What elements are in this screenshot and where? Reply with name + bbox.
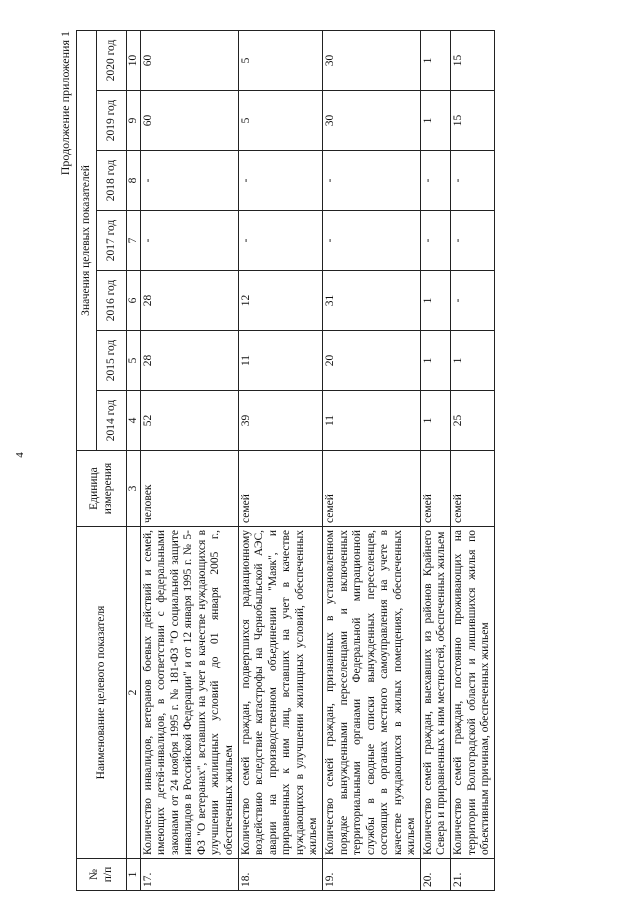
- value-cell: 31: [322, 271, 420, 331]
- value-cell: 1: [420, 91, 450, 151]
- value-cell: 15: [451, 91, 495, 151]
- table-row: [420, 30, 450, 890]
- value-cell: -: [451, 271, 495, 331]
- value-cell: -: [451, 151, 495, 211]
- value-cell: 30: [322, 30, 420, 90]
- value-cell: 11: [322, 391, 420, 451]
- value-cell: 20: [322, 331, 420, 391]
- value-cell: 1: [420, 30, 450, 90]
- row-number: 19.: [322, 859, 420, 891]
- value-cell: 1: [420, 391, 450, 451]
- column-number: 10: [127, 30, 141, 90]
- value-cell: 25: [451, 391, 495, 451]
- value-cell: -: [238, 211, 322, 271]
- value-cell: 60: [140, 30, 238, 90]
- header-year: 2017 год: [97, 211, 127, 271]
- value-cell: 11: [238, 331, 322, 391]
- unit-cell: семей: [322, 451, 420, 527]
- header-year: 2018 год: [97, 151, 127, 211]
- table-row: [322, 30, 420, 890]
- header-values-group: Значения целевых показателей: [77, 30, 97, 450]
- header-year: 2019 год: [97, 91, 127, 151]
- row-number: 18.: [238, 859, 322, 891]
- page-number: 4: [14, 452, 26, 458]
- indicator-name: Количество семей граждан, выехавших из районов Крайнего Севера и приравненных к ним местностей, обеспеченных жильем: [420, 527, 450, 859]
- header-year: 2020 год: [97, 30, 127, 90]
- value-cell: 5: [238, 91, 322, 151]
- value-cell: 15: [451, 30, 495, 90]
- value-cell: -: [238, 151, 322, 211]
- value-cell: -: [420, 211, 450, 271]
- value-cell: -: [322, 211, 420, 271]
- value-cell: 12: [238, 271, 322, 331]
- row-number: 20.: [420, 859, 450, 891]
- value-cell: 1: [420, 331, 450, 391]
- continuation-label: Продолжение приложения 1: [58, 31, 72, 176]
- value-cell: -: [451, 211, 495, 271]
- column-number: 3: [127, 451, 141, 527]
- value-cell: -: [420, 151, 450, 211]
- target-indicators-table: [76, 30, 495, 891]
- header-year: 2014 год: [97, 391, 127, 451]
- table-row: [451, 30, 495, 890]
- value-cell: 60: [140, 91, 238, 151]
- unit-cell: семей: [451, 451, 495, 527]
- rotated-sheet: [58, 31, 618, 891]
- indicator-name: Количество семей граждан, постоянно проживающих на территории Волгоградской области и лишившихся жилья по объективным причинам, обеспеченных жильем: [451, 527, 495, 859]
- row-number: 21.: [451, 859, 495, 891]
- header-name: Наименование целевого показателя: [77, 527, 127, 859]
- header-num: № п/п: [77, 859, 127, 891]
- unit-cell: семей: [420, 451, 450, 527]
- indicator-name: Количество инвалидов, ветеранов боевых действий и семей, имеющих детей-инвалидов, в соответствии с федеральными законами от 24 ноября 1995 г. № 181-ФЗ "О социальной защите инвалидов в Российской Федерации" и от 12 января 1995 г. № 5-ФЗ "О ветеранах", вставших на учет в качестве нуждающихся в улучшении жилищных условий до 01 января 2005 г., обеспеченных жильем: [140, 527, 238, 859]
- table-row: [238, 30, 322, 890]
- column-number: 8: [127, 151, 141, 211]
- value-cell: 39: [238, 391, 322, 451]
- indicator-name: Количество семей граждан, подвергшихся радиационному воздействию вследствие катастрофы на Чернобыльской АЭС, аварии на производственном объединении "Маяк", и приравненных к ним лиц, вставших на учет в качестве нуждающихся в улучшении жилищных условий, обеспеченных жильем: [238, 527, 322, 859]
- value-cell: 1: [451, 331, 495, 391]
- value-cell: 28: [140, 331, 238, 391]
- column-number: 4: [127, 391, 141, 451]
- row-number: 17.: [140, 859, 238, 891]
- value-cell: -: [140, 151, 238, 211]
- value-cell: 30: [322, 91, 420, 151]
- header-unit: Единица измерения: [77, 451, 127, 527]
- unit-cell: семей: [238, 451, 322, 527]
- column-numbers-row: [127, 30, 141, 890]
- column-number: 9: [127, 91, 141, 151]
- header-year: 2015 год: [97, 331, 127, 391]
- column-number: 1: [127, 859, 141, 891]
- header-year: 2016 год: [97, 271, 127, 331]
- value-cell: 5: [238, 30, 322, 90]
- column-number: 2: [127, 527, 141, 859]
- value-cell: 1: [420, 271, 450, 331]
- value-cell: -: [322, 151, 420, 211]
- column-number: 5: [127, 331, 141, 391]
- column-number: 6: [127, 271, 141, 331]
- indicator-name: Количество семей граждан, признанных в установленном порядке вынужденными переселенцами и включенных территориальными органами Федеральной миграционной службы в сводные списки вынужденных переселенцев, состоящих в органах местного самоуправления на учете в качестве нуждающихся в жилых помещениях, обеспеченных жильем: [322, 527, 420, 859]
- value-cell: -: [140, 211, 238, 271]
- table-row: [140, 30, 238, 890]
- unit-cell: человек: [140, 451, 238, 527]
- value-cell: 28: [140, 271, 238, 331]
- column-number: 7: [127, 211, 141, 271]
- value-cell: 52: [140, 391, 238, 451]
